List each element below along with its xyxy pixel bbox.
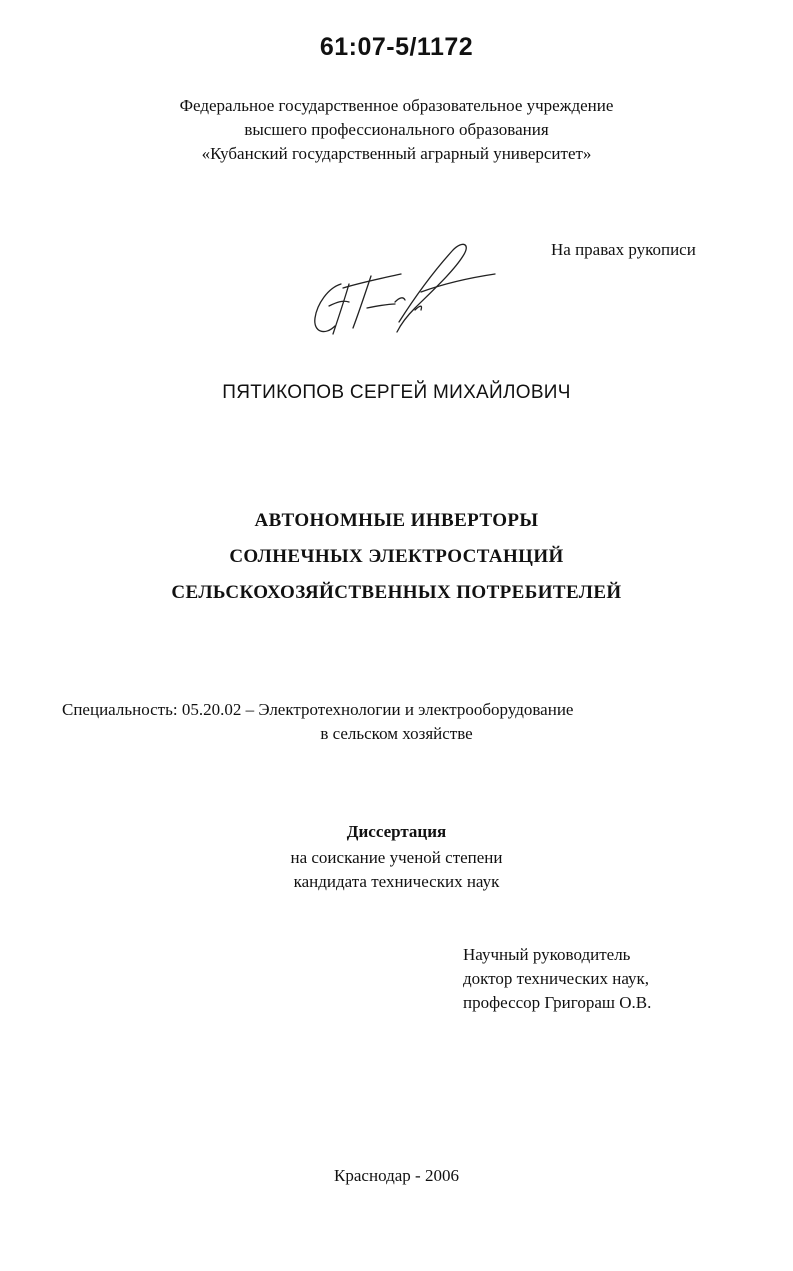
author-name: ПЯТИКОПОВ СЕРГЕЙ МИХАЙЛОВИЧ (222, 382, 571, 403)
title-line: АВТОНОМНЫЕ ИНВЕРТОРЫ (254, 510, 539, 531)
catalog-number: 61:07-5/1172 (319, 33, 474, 61)
degree-line: на соискание ученой степени (290, 848, 503, 867)
signature-icon (303, 236, 503, 341)
supervisor-line: Научный руководитель (463, 945, 631, 964)
manuscript-note: На правах рукописи (551, 240, 696, 259)
dissertation-heading: Диссертация (346, 822, 447, 841)
title-line: СЕЛЬСКОХОЗЯЙСТВЕННЫХ ПОТРЕБИТЕЛЕЙ (171, 582, 622, 603)
supervisor-block (463, 943, 651, 1015)
institution-line: Федеральное государственное образовательное учреждение (179, 96, 614, 115)
specialty-line: Специальность: 05.20.02 – Электротехнологии и электрооборудование (62, 700, 574, 719)
specialty-continuation: в сельском хозяйстве (320, 724, 473, 743)
title-line: СОЛНЕЧНЫХ ЭЛЕКТРОСТАНЦИЙ (229, 546, 564, 567)
supervisor-line: доктор технических наук, (463, 969, 650, 988)
institution-line: «Кубанский государственный аграрный университет» (201, 144, 592, 163)
institution-line: высшего профессионального образования (244, 120, 549, 139)
city-year: Краснодар - 2006 (334, 1166, 459, 1185)
supervisor-line: профессор Григораш О.В. (463, 993, 652, 1012)
dissertation-title (0, 503, 793, 611)
institution-block (0, 94, 793, 166)
degree-line: кандидата технических наук (293, 872, 500, 891)
